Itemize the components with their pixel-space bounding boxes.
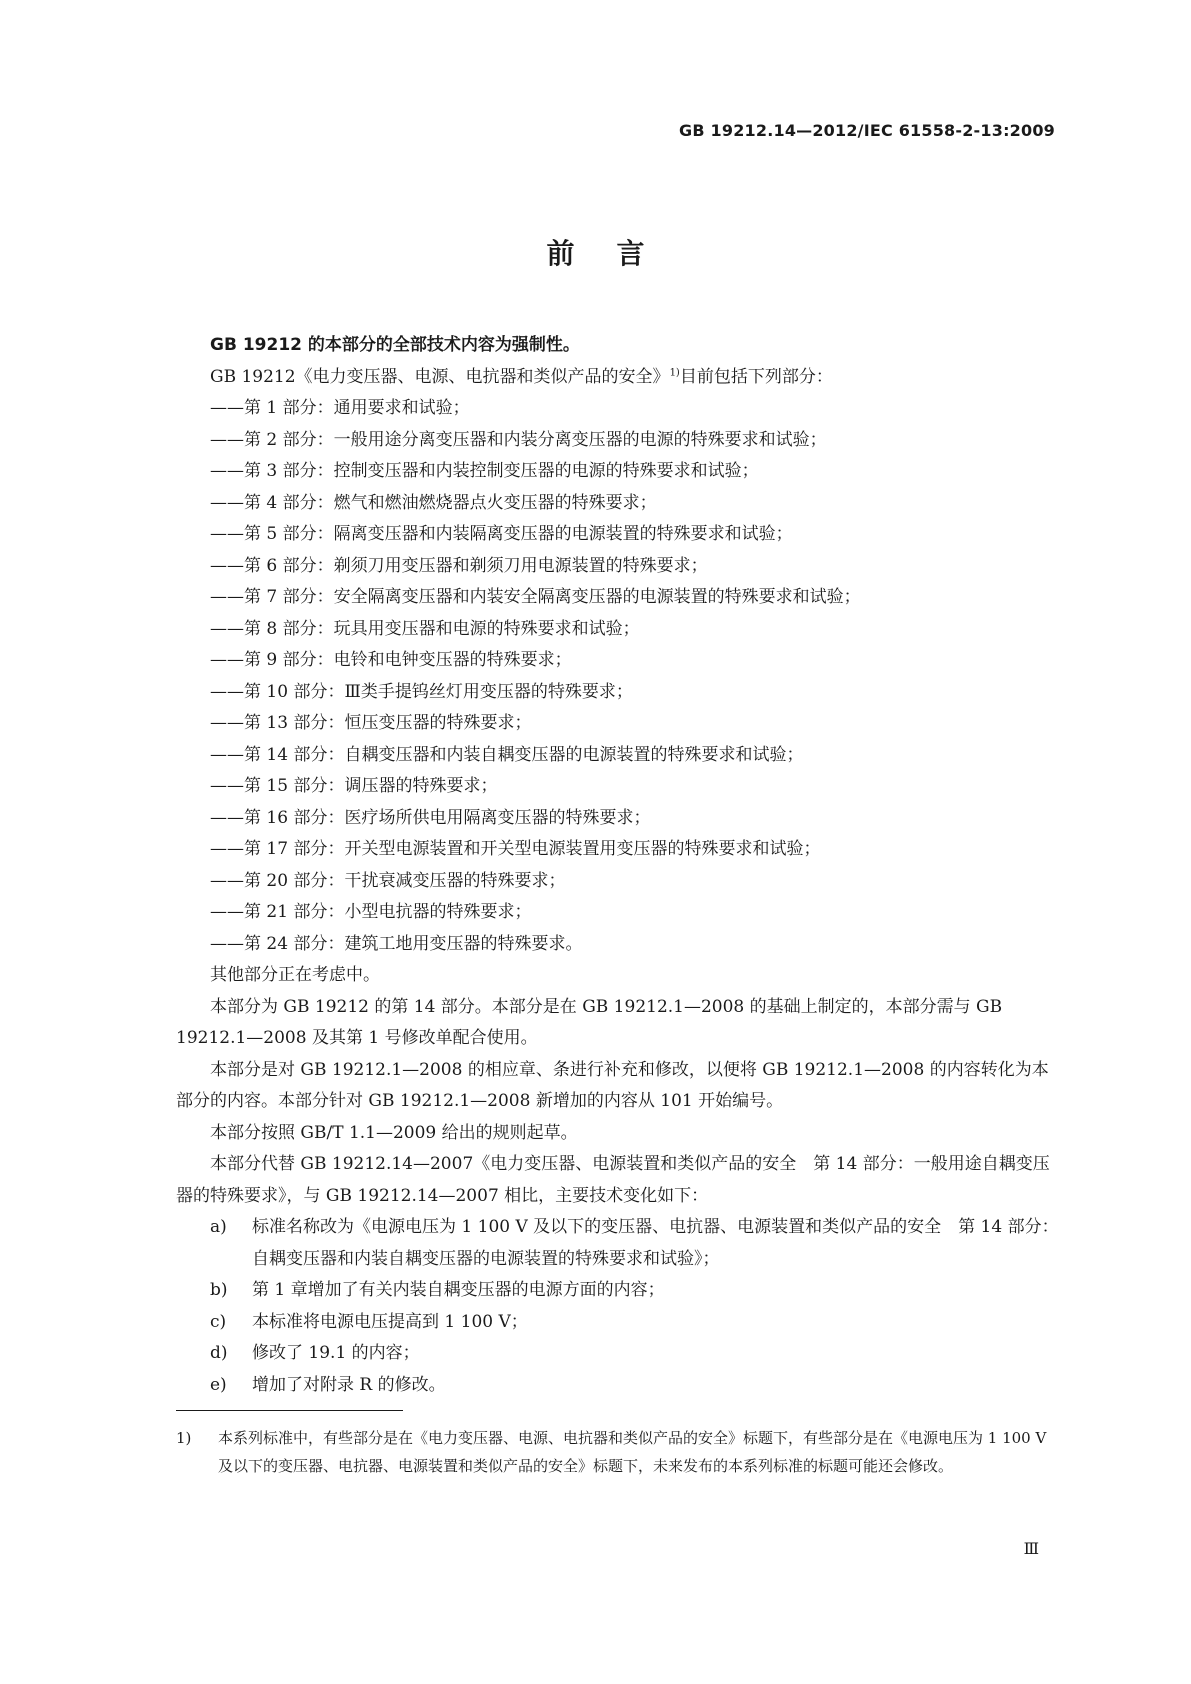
list-item: ——第 15 部分：调压器的特殊要求； (210, 776, 498, 796)
list-marker: a) (210, 1217, 227, 1237)
list-marker: d) (210, 1343, 228, 1363)
list-item: ——第 21 部分：小型电抗器的特殊要求； (210, 902, 532, 922)
this-part-paragraph: 本部分为 GB 19212 的第 14 部分。本部分是在 GB 19212.1—2008 的基础上制定的，本部分需与 GB 19212.1—2008 及其第 1 号修改单配合使用。 (176, 996, 1003, 1048)
list-marker: c) (210, 1311, 227, 1332)
list-item-text: 增加了对附录 R 的修改。 (252, 1374, 446, 1395)
list-item (176, 1307, 1060, 1339)
mandatory-statement: GB 19212 的本部分的全部技术内容为强制性。 (210, 335, 580, 355)
list-item: ——第 4 部分：燃气和燃油燃烧器点火变压器的特殊要求； (210, 492, 657, 513)
list-item: ——第 3 部分：控制变压器和内装控制变压器的电源的特殊要求和试验； (210, 461, 759, 481)
list-item: ——第 24 部分：建筑工地用变压器的特殊要求。 (210, 933, 583, 954)
list-item: ——第 20 部分：干扰衰减变压器的特殊要求； (210, 870, 566, 891)
list-item: ——第 10 部分：Ⅲ类手提钨丝灯用变压器的特殊要求； (210, 681, 633, 702)
list-marker: b) (210, 1280, 228, 1300)
series-intro-tail: 目前包括下列部分： (679, 366, 833, 387)
list-item (176, 1275, 1060, 1307)
footnote-divider (176, 1410, 403, 1411)
list-item-text: 第 1 章增加了有关内装自耦变压器的电源方面的内容； (252, 1280, 665, 1300)
replaces-paragraph: 本部分代替 GB 19212.14—2007《电力变压器、电源装置和类似产品的安全 第 14 部分：一般用途自耦变压器的特殊要求》，与 GB 19212.14—2007 相比，主要技术变化如下： (176, 1154, 1050, 1206)
list-item: ——第 14 部分：自耦变压器和内装自耦变压器的电源装置的特殊要求和试验； (210, 744, 804, 765)
list-item-text: 标准名称改为《电源电压为 1 100 V 及以下的变压器、电抗器、电源装置和类似产品的安全 第 14 部分：自耦变压器和内装自耦变压器的电源装置的特殊要求和试验》； (252, 1217, 1059, 1269)
supplement-paragraph: 本部分是对 GB 19212.1—2008 的相应章、条进行补充和修改，以便将 GB 19212.1—2008 的内容转化为本部分的内容。本部分针对 GB 19212.1—2008 新增加的内容从 101 开始编号。 (176, 1059, 1049, 1111)
footnote (176, 1424, 1060, 1480)
list-item (176, 1338, 1060, 1370)
footnote-marker: 1) (176, 1429, 192, 1447)
list-item: ——第 17 部分：开关型电源装置和开关型电源装置用变压器的特殊要求和试验； (210, 839, 821, 859)
drafting-paragraph: 本部分按照 GB/T 1.1—2009 给出的规则起草。 (210, 1122, 578, 1143)
list-item: ——第 13 部分：恒压变压器的特殊要求； (210, 713, 532, 733)
footnote-text: 本系列标准中，有些部分是在《电力变压器、电源、电抗器和类似产品的安全》标题下，有些部分是在《电源电压为 1 100 V 及以下的变压器、电抗器、电源装置和类似产品的安全》标题下，未来发布的本系列标准的标题可能还会修改。 (218, 1429, 1047, 1475)
list-marker: e) (210, 1374, 227, 1395)
list-item: ——第 9 部分：电铃和电钟变压器的特殊要求； (210, 650, 572, 670)
list-item (176, 1370, 1060, 1402)
list-item: ——第 16 部分：医疗场所供电用隔离变压器的特殊要求； (210, 807, 651, 828)
parts-list (176, 393, 1060, 960)
list-item (176, 1212, 1060, 1275)
standard-number-header: GB 19212.14—2012/IEC 61558-2-13:2009 (679, 121, 1055, 140)
page-number: Ⅲ (1023, 1539, 1039, 1558)
document-body (176, 330, 1060, 1401)
list-item: ——第 8 部分：玩具用变压器和电源的特殊要求和试验； (210, 618, 640, 639)
page-title: 前言 (546, 237, 687, 270)
list-item: ——第 6 部分：剃须刀用变压器和剃须刀用电源装置的特殊要求； (210, 555, 708, 576)
series-intro (176, 362, 1060, 394)
list-item-text: 本标准将电源电压提高到 1 100 V； (252, 1311, 528, 1332)
other-parts-paragraph: 其他部分正在考虑中。 (210, 965, 380, 985)
list-item: ——第 2 部分：一般用途分离变压器和内装分离变压器的电源的特殊要求和试验； (210, 429, 827, 450)
list-item: ——第 5 部分：隔离变压器和内装隔离变压器的电源装置的特殊要求和试验； (210, 524, 793, 544)
list-item: ——第 7 部分：安全隔离变压器和内装安全隔离变压器的电源装置的特殊要求和试验； (210, 587, 861, 607)
list-item: ——第 1 部分：通用要求和试验； (210, 398, 470, 418)
list-item-text: 修改了 19.1 的内容； (252, 1343, 420, 1363)
changes-list (176, 1212, 1060, 1401)
footnote-reference: 1) (669, 366, 680, 378)
series-intro-text: GB 19212《电力变压器、电源、电抗器和类似产品的安全》 (210, 366, 670, 387)
